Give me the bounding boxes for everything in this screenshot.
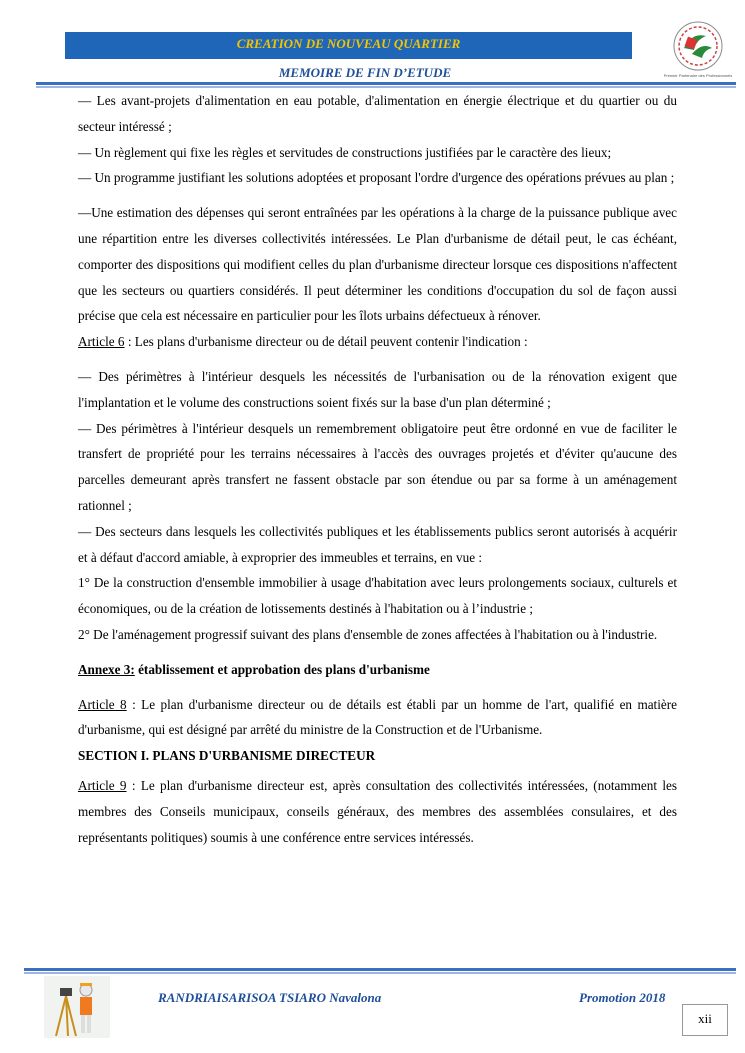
paragraph: 1° De la construction d'ensemble immobilier à usage d'habitation avec leurs prolongements sociaux, culturels et économiques, ou de la création de lotissements destinés à l'habitation ou à l’industrie ; [78, 575, 677, 617]
article-6-label: Article 6 [78, 334, 125, 350]
logo-caption: Premier Partenaire des Professionnels [663, 73, 733, 78]
institution-logo-icon [658, 18, 738, 80]
paragraph: 2° De l'aménagement progressif suivant des plans d'ensemble de zones affectées à l'habitation ou à l'industrie. [78, 626, 658, 642]
article-6 [78, 329, 677, 355]
page-number: xii [682, 1004, 728, 1036]
author-name: RANDRIAISARISOA TSIARO Navalona [158, 990, 382, 1005]
article-9 [78, 773, 677, 850]
article-9-text: : Le plan d'urbanisme directeur est, après consultation des collectivités intéressées, (notamment les membres des Conseils municipaux, conseils généraux, des membres des assemblées consulaires, et des représentants politiques) soumis à une conférence entre services intéressés. [78, 777, 677, 845]
article-8 [78, 692, 677, 744]
document-subtitle: MEMOIRE DE FIN D’ETUDE [278, 65, 452, 80]
article-6-text: : Les plans d'urbanisme directeur ou de détail peuvent contenir l'indication : [124, 334, 528, 350]
document-body [78, 88, 677, 850]
paragraph: — Des périmètres à l'intérieur desquels un remembrement obligatoire peut être ordonné en vue de faciliter le transfert de propriété pour les terrains nécessaires à l'accès des ouvrages projetés et d'éviter qu'aucune des parcelles demeurant après transfert ne fassent obstacle par son étendue ou par sa forme à un aménagement rationnel ; [78, 420, 677, 513]
annex-heading [78, 657, 677, 683]
paragraph: —Une estimation des dépenses qui seront entraînées par les opérations à la charge de la puissance publique avec une répartition entre les diverses collectivités intéressées. Le Plan d'urbanisme de détail peut, le cas échéant, comporter des dispositions qui modifient celles du plan d'urbanisme directeur lorsque ces dispositions n'affectent que les secteurs ou quartiers considérés. Il peut déterminer les conditions d'occupation du sol de façon aussi précise que cela est nécessaire en particulier pour les îlots urbains défectueux à rénover. [78, 205, 677, 324]
section-heading: SECTION I. PLANS D'URBANISME DIRECTEUR [78, 748, 376, 764]
paragraph: — Un programme justifiant les solutions adoptées et proposant l'ordre d'urgence des opérations prévues au plan ; [78, 170, 675, 186]
footer-divider-light [24, 972, 736, 974]
footer-divider [24, 968, 736, 971]
annex-text: établissement et approbation des plans d'urbanisme [134, 661, 430, 677]
paragraph: — Des périmètres à l'intérieur desquels les nécessités de l'urbanisation ou de la rénovation exigent que l'implantation et le volume des constructions soient fixés sur la base d'un plan déterminé ; [78, 368, 677, 410]
header-divider [36, 82, 736, 85]
annex-label: Annexe 3: [78, 661, 135, 677]
paragraph: — Des secteurs dans lesquels les collectivités publiques et les établissements publics seront autorisés à acquérir et à défaut d'accord amiable, à exproprier des immeubles et terrains, en vue : [78, 523, 677, 565]
article-9-label: Article 9 [78, 777, 127, 793]
promotion-year: Promotion 2018 [579, 990, 666, 1005]
article-8-label: Article 8 [78, 696, 127, 712]
paragraph: — Un règlement qui fixe les règles et servitudes de constructions justifiées par le caractère des lieux; [78, 144, 612, 160]
surveyor-figure-icon [44, 976, 110, 1038]
article-8-text: : Le plan d'urbanisme directeur ou de détails est établi par un homme de l'art, qualifié en matière d'urbanisme, qui est désigné par arrêté du ministre de la Construction et de l'Urbanisme. [78, 696, 677, 738]
document-title: CREATION DE NOUVEAU QUARTIER [236, 36, 461, 51]
paragraph: — Les avant-projets d'alimentation en eau potable, d'alimentation en énergie électrique et du quartier ou du secteur intéressé ; [78, 93, 677, 134]
